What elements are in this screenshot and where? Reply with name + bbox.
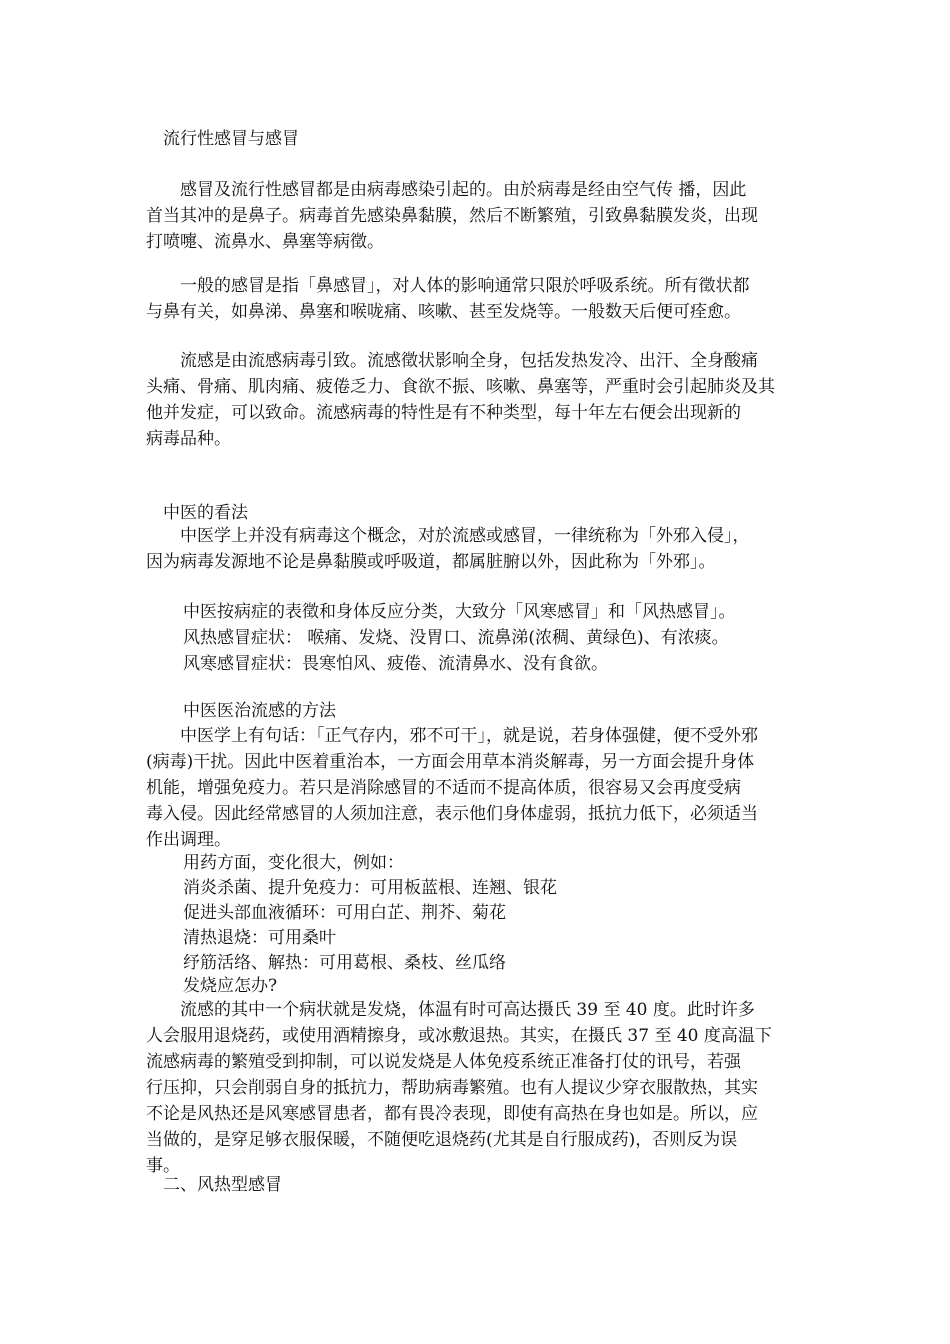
- tcm-classification: 中医按病症的表徵和身体反应分类，大致分「风寒感冒」和「风热感冒」。: [183, 602, 736, 622]
- list-item: 促进头部血液循环：可用白芷、荆芥、菊花: [183, 903, 506, 923]
- paragraph-line: 流感病毒的繁殖受到抑制，可以说发烧是人体免疫系统正准备打仗的讯号，若强: [146, 1052, 741, 1072]
- list-item: 清热退烧：可用桑叶: [183, 928, 336, 948]
- paragraph-line: 当做的，是穿足够衣服保暖，不随便吃退烧药(尤其是自行服成药)，否则反为误: [146, 1130, 738, 1150]
- paragraph-line: 中医学上并没有病毒这个概念，对於流感或感冒，一律统称为「外邪入侵」，: [146, 526, 750, 546]
- paragraph-line: 头痛、骨痛、肌肉痛、疲倦乏力、食欲不振、咳嗽、鼻塞等，严重时会引起肺炎及其: [146, 377, 775, 397]
- paragraph-line: 首当其冲的是鼻子。病毒首先感染鼻黏膜，然后不断繁殖，引致鼻黏膜发炎，出现: [146, 206, 758, 226]
- treatment-heading: 中医医治流感的方法: [183, 701, 336, 721]
- fever-heading: 发烧应怎办?: [183, 976, 278, 996]
- paragraph-line: 与鼻有关，如鼻涕、鼻塞和喉咙痛、咳嗽、甚至发烧等。一般数天后便可痊愈。: [146, 302, 741, 322]
- paragraph-line: 作出调理。: [146, 830, 231, 850]
- paragraph-line: 流感是由流感病毒引致。流感徵状影响全身，包括发热发冷、出汗、全身酸痛: [146, 351, 758, 371]
- paragraph-line: 机能，增强免疫力。若只是消除感冒的不适而不提高体质，很容易又会再度受病: [146, 778, 741, 798]
- list-item: 消炎杀菌、提升免疫力：可用板蓝根、连翘、银花: [183, 878, 557, 898]
- section-heading: 二、风热型感冒: [163, 1175, 282, 1195]
- wind-heat-symptoms: 风热感冒症状： 喉痛、发烧、没胃口、流鼻涕(浓稠、黄绿色)、有浓痰。: [183, 628, 729, 648]
- paragraph-line: 人会服用退烧药，或使用酒精擦身，或冰敷退热。其实，在摄氏 37 至 40 度高温下: [146, 1026, 772, 1046]
- paragraph-line: 病毒品种。: [146, 429, 231, 449]
- paragraph-line: 他并发症，可以致命。流感病毒的特性是有不种类型，每十年左右便会出现新的: [146, 403, 741, 423]
- paragraph-line: 打喷嚏、流鼻水、鼻塞等病徵。: [146, 232, 384, 252]
- paragraph-line: 一般的感冒是指「鼻感冒」，对人体的影响通常只限於呼吸系统。所有徵状都: [146, 276, 750, 296]
- wind-cold-symptoms: 风寒感冒症状：畏寒怕风、疲倦、流清鼻水、没有食欲。: [183, 654, 608, 674]
- paragraph-line: 流感的其中一个病状就是发烧，体温有时可高达摄氏 39 至 40 度。此时许多: [146, 1000, 755, 1020]
- paragraph-line: 不论是风热还是风寒感冒患者，都有畏冷表现，即使有高热在身也如是。所以，应: [146, 1104, 758, 1124]
- list-item: 纾筋活络、解热：可用葛根、桑枝、丝瓜络: [183, 953, 506, 973]
- paragraph-line: 因为病毒发源地不论是鼻黏膜或呼吸道，都属脏腑以外，因此称为「外邪」。: [146, 552, 716, 572]
- tcm-heading: 中医的看法: [163, 503, 248, 523]
- paragraph-line: (病毒)干扰。因此中医着重治本，一方面会用草本消炎解毒，另一方面会提升身体: [146, 752, 755, 772]
- paragraph-line: 中医学上有句话：「正气存内，邪不可干」，就是说，若身体强健，便不受外邪: [146, 726, 758, 746]
- paragraph-line: 行压抑，只会削弱自身的抵抗力，帮助病毒繁殖。也有人提议少穿衣服散热，其实: [146, 1078, 758, 1098]
- medication-intro: 用药方面，变化很大，例如：: [183, 853, 404, 873]
- paragraph-line: 感冒及流行性感冒都是由病毒感染引起的。由於病毒是经由空气传 播，因此: [146, 180, 747, 200]
- paragraph-line: 事。: [146, 1156, 180, 1176]
- document-title: 流行性感冒与感冒: [163, 129, 299, 149]
- paragraph-line: 毒入侵。因此经常感冒的人须加注意，表示他们身体虚弱，抵抗力低下，必须适当: [146, 804, 758, 824]
